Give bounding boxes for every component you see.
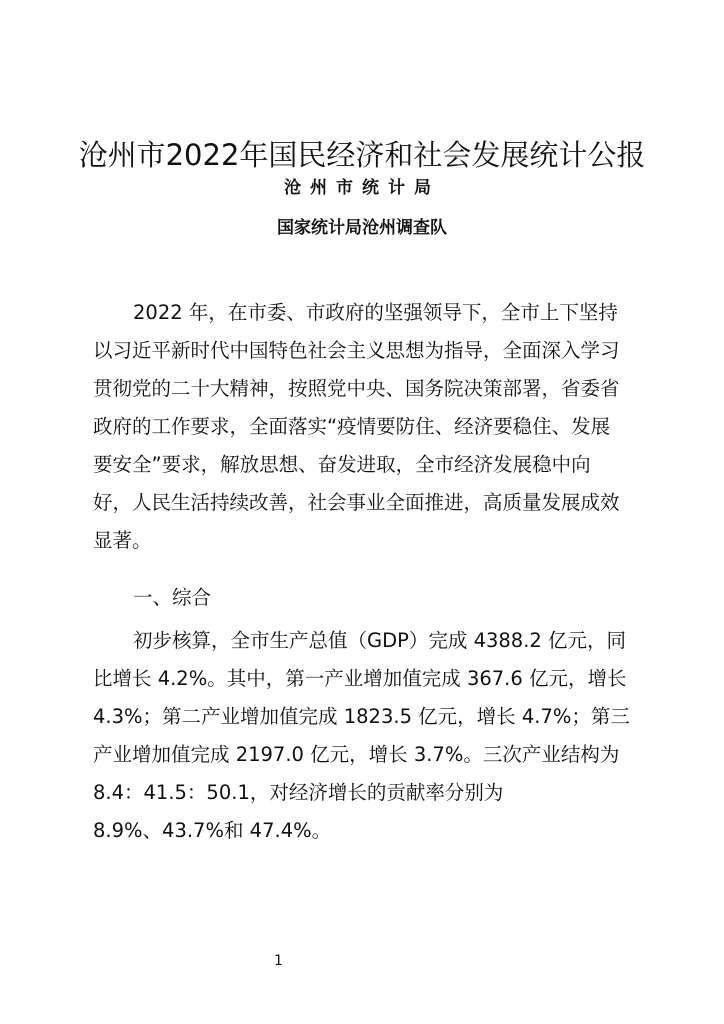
paragraph-line: 以习近平新时代中国特色社会主义思想为指导，全面深入学习 bbox=[93, 339, 620, 362]
paragraph-line: 8.4：41.5：50.1，对经济增长的贡献率分别为 bbox=[93, 781, 504, 804]
issuer-survey-team: 国家统计局沧州调查队 bbox=[277, 218, 447, 238]
paragraph-line: 显著。 bbox=[93, 529, 152, 552]
paragraph-line: 贯彻党的二十大精神，按照党中央、国务院决策部署，省委省 bbox=[93, 377, 620, 400]
section-heading: 一、综合 bbox=[133, 586, 212, 609]
paragraph-line: 8.9%、43.7%和 47.4%。 bbox=[93, 819, 332, 842]
paragraph-line: 初步核算，全市生产总值（GDP）完成 4388.2 亿元，同 bbox=[133, 629, 627, 652]
paragraph-line: 2022 年，在市委、市政府的坚强领导下，全市上下坚持 bbox=[133, 301, 618, 324]
paragraph-line: 比增长 4.2%。其中，第一产业增加值完成 367.6 亿元，增长 bbox=[93, 667, 627, 690]
paragraph-line: 要安全”要求，解放思想、奋发进取，全市经济发展稳中向 bbox=[93, 453, 591, 476]
page-number: 1 bbox=[274, 953, 283, 969]
paragraph-line: 4.3%；第二产业增加值完成 1823.5 亿元，增长 4.7%；第三 bbox=[93, 705, 630, 728]
paragraph-line: 产业增加值完成 2197.0 亿元，增长 3.7%。三次产业结构为 bbox=[93, 743, 620, 766]
paragraph-line: 好，人民生活持续改善，社会事业全面推进，高质量发展成效 bbox=[93, 491, 620, 514]
paragraph-line: 政府的工作要求，全面落实“疫情要防住、经济要稳住、发展 bbox=[93, 415, 611, 438]
page-title: 沧州市2022年国民经济和社会发展统计公报 bbox=[78, 138, 646, 172]
issuer-statistics-bureau: 沧州市统计局 bbox=[284, 178, 440, 198]
